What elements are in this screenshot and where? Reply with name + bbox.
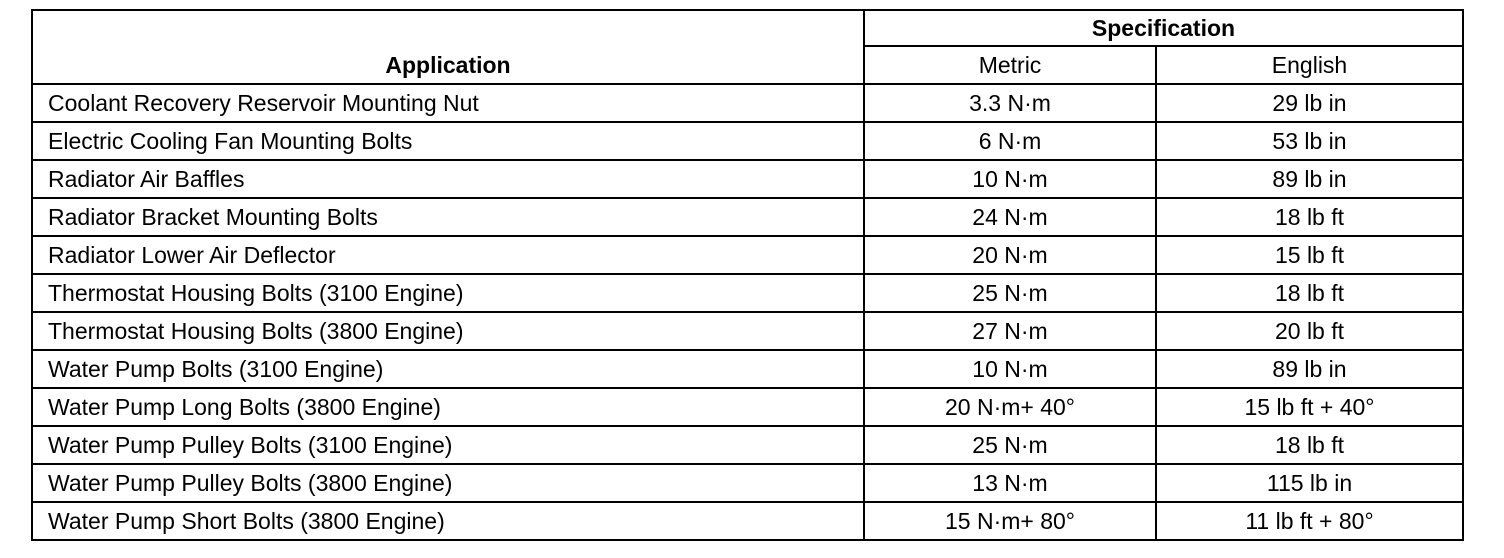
metric-cell: 10 N·m	[864, 160, 1156, 198]
metric-cell: 20 N·m	[864, 236, 1156, 274]
metric-cell: 27 N·m	[864, 312, 1156, 350]
table-row	[32, 502, 1463, 540]
english-cell: 115 lb in	[1156, 464, 1463, 502]
application-cell: Water Pump Pulley Bolts (3800 Engine)	[32, 464, 864, 502]
metric-cell: 25 N·m	[864, 426, 1156, 464]
application-cell: Water Pump Long Bolts (3800 Engine)	[32, 388, 864, 426]
application-cell: Electric Cooling Fan Mounting Bolts	[32, 122, 864, 160]
english-cell: 89 lb in	[1156, 160, 1463, 198]
application-column-header: Application	[32, 10, 864, 84]
metric-cell: 20 N·m+ 40°	[864, 388, 1156, 426]
english-cell: 29 lb in	[1156, 84, 1463, 122]
table-row	[32, 312, 1463, 350]
english-cell: 15 lb ft + 40°	[1156, 388, 1463, 426]
table-row	[32, 464, 1463, 502]
english-cell: 15 lb ft	[1156, 236, 1463, 274]
english-cell: 89 lb in	[1156, 350, 1463, 388]
table-row	[32, 236, 1463, 274]
metric-cell: 3.3 N·m	[864, 84, 1156, 122]
table-row	[32, 426, 1463, 464]
english-cell: 20 lb ft	[1156, 312, 1463, 350]
metric-cell: 6 N·m	[864, 122, 1156, 160]
english-cell: 18 lb ft	[1156, 426, 1463, 464]
table-row	[32, 350, 1463, 388]
application-cell: Water Pump Bolts (3100 Engine)	[32, 350, 864, 388]
table-row	[32, 388, 1463, 426]
application-cell: Thermostat Housing Bolts (3100 Engine)	[32, 274, 864, 312]
english-cell: 53 lb in	[1156, 122, 1463, 160]
application-cell: Radiator Lower Air Deflector	[32, 236, 864, 274]
metric-cell: 24 N·m	[864, 198, 1156, 236]
english-cell: 18 lb ft	[1156, 198, 1463, 236]
english-cell: 11 lb ft + 80°	[1156, 502, 1463, 540]
metric-cell: 15 N·m+ 80°	[864, 502, 1156, 540]
application-cell: Radiator Air Baffles	[32, 160, 864, 198]
metric-cell: 25 N·m	[864, 274, 1156, 312]
table-row	[32, 198, 1463, 236]
english-cell: 18 lb ft	[1156, 274, 1463, 312]
table-row	[32, 160, 1463, 198]
application-cell: Water Pump Pulley Bolts (3100 Engine)	[32, 426, 864, 464]
application-cell: Coolant Recovery Reservoir Mounting Nut	[32, 84, 864, 122]
table-row	[32, 122, 1463, 160]
specification-group-header: Specification	[864, 10, 1463, 46]
application-cell: Water Pump Short Bolts (3800 Engine)	[32, 502, 864, 540]
header-group-row	[32, 10, 1463, 46]
specification-table	[31, 9, 1464, 541]
metric-cell: 10 N·m	[864, 350, 1156, 388]
application-cell: Thermostat Housing Bolts (3800 Engine)	[32, 312, 864, 350]
application-cell: Radiator Bracket Mounting Bolts	[32, 198, 864, 236]
table-body	[32, 84, 1463, 540]
english-column-header: English	[1156, 46, 1463, 84]
metric-column-header: Metric	[864, 46, 1156, 84]
table-header	[32, 10, 1463, 84]
table-row	[32, 274, 1463, 312]
metric-cell: 13 N·m	[864, 464, 1156, 502]
table-row	[32, 84, 1463, 122]
